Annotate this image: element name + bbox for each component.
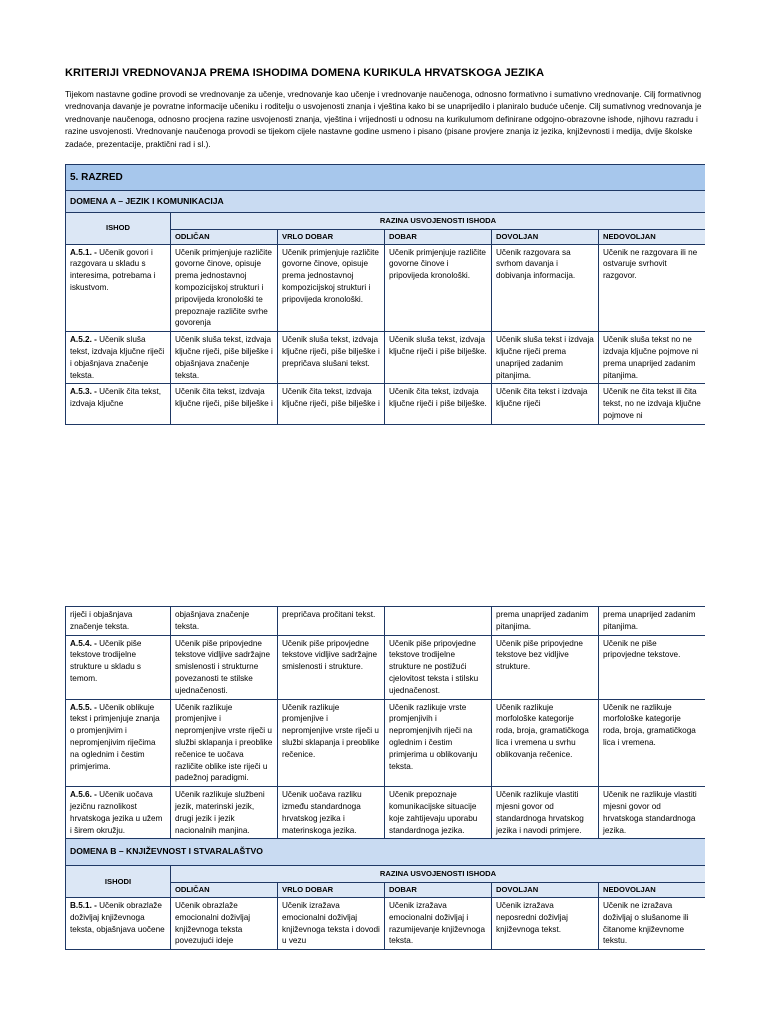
criteria-cell: Učenik izražava neposredni doživljaj književnoga tekst. [492, 897, 599, 949]
criteria-cell: Učenik sluša tekst no ne izdvaja ključne pojmove ni prema unaprijed zadanim pitanjima. [599, 332, 706, 384]
outcome-code: A.5.3. - [70, 387, 97, 397]
outcome-code: A.5.6. - [70, 790, 97, 800]
outcome-text: Učenik govori i razgovara u skladu s interesima, potrebama i iskustvom. [70, 247, 156, 292]
criteria-cell: Učenik čita tekst, izdvaja ključne riječi, piše bilješke i [171, 384, 278, 424]
criteria-cell: Učenik primjenjuje različite govorne činove i pripovijeda kronološki. [385, 244, 492, 332]
criteria-cell: Učenik prepoznaje komunikacijske situacije koje zahtijevaju uporabu standardnoga jezika. [385, 787, 492, 839]
razina-header: RAZINA USVOJENOSTI ISHODA [171, 213, 706, 230]
criteria-cell: Učenik razgovara sa svrhom davanja i dobivanja informacija. [492, 244, 599, 332]
criteria-cell: Učenik izražava emocionalni doživljaj književnoga teksta i dovodi u vezu [278, 897, 385, 949]
criteria-cell: Učenik sluša tekst, izdvaja ključne riječi, piše bilješke i objašnjava značenje teksta. [171, 332, 278, 384]
table-row [66, 607, 706, 636]
outcome-text: Učenik piše tekstove trodijelne strukture u skladu s temom. [70, 638, 142, 683]
criteria-cell: Učenik primjenjuje različite govorne činove, opisuje prema jednostavnoj kompozicijskoj strukturi i pripovijeda kronološki. [278, 244, 385, 332]
level-header-nedovoljan: NEDOVOLJAN [599, 229, 706, 244]
outcome-cell [66, 787, 171, 839]
criteria-table-page-1 [65, 164, 705, 466]
outcome-cell [66, 384, 171, 424]
outcome-text: Učenik čita tekst, izdvaja ključne [70, 387, 162, 409]
criteria-cell: Učenik ne razlikuje morfološke kategorije roda, broja, gramatičkoga lica i vremena. [599, 699, 706, 787]
level-header-odlican: ODLIČAN [171, 229, 278, 244]
criteria-cell: Učenik uočava razliku između standardnoga hrvatskog jezika i materinskoga jezika. [278, 787, 385, 839]
criteria-cell: Učenik razlikuje morfološke kategorije roda, broja, gramatičkoga lica i vremena u svrhu oblikovanja rečenice. [492, 699, 599, 787]
criteria-cell: Učenik ne čita tekst ili čita tekst, no ne izdvaja ključne pojmove ni [599, 384, 706, 424]
level-header-dobar: DOBAR [385, 229, 492, 244]
domain-b-heading: DOMENA B – KNJIŽEVNOST I STVARALAŠTVO [66, 839, 706, 866]
criteria-cell: objašnjava značenje teksta. [171, 607, 278, 636]
criteria-cell: prema unaprijed zadanim pitanjima. [492, 607, 599, 636]
criteria-cell: Učenik izražava emocionalni doživljaj i razumijevanje književnoga teksta. [385, 897, 492, 949]
grade-heading: 5. RAZRED [66, 165, 706, 191]
outcome-cell [66, 897, 171, 949]
outcome-code: B.5.1. - [70, 900, 97, 910]
criteria-cell: Učenik ne razgovara ili ne ostvaruje svrhovit razgovor. [599, 244, 706, 332]
intro-paragraph: Tijekom nastavne godine provodi se vrednovanje za učenje, vrednovanje kao učenje i vrednovanje naučenoga, odnosno formativno i sumativno vrednovanje. Cilj formativnog vrednovanja davanje je povratne informacije učeniku i roditelju o usvojenosti znanja i vještina kako bi se unaprijedilo i planiralo buduće učenje. Cilj sumativnog vrednovanja je vrednovanje naučenoga, odnosno procjena razine usvojenosti znanja, vještina i vrijednosti u odnosu na kurikulumom definirane odgojno-obrazovne ishode, njihovu razradu i razine usvojenosti. Vrednovanje naučenoga provodi se tijekom cijele nastavne godine usmeno i pisano (pisane provjere znanja iz jezika, književnosti i medija, dvije školske zadaće, prezentacije, praktični rad i sl.). [65, 89, 702, 149]
criteria-cell: Učenik razlikuje promjenjive i nepromjenjive vrste riječi u službi sklapanja i preoblike rečenice. [278, 699, 385, 787]
table-row [66, 332, 706, 384]
table-row [66, 897, 706, 949]
criteria-cell: Učenik piše pripovjedne tekstove vidljive sadržajne smislenosti i strukturne povezanosti te stilske ujednačenosti. [171, 635, 278, 699]
table-row [66, 699, 706, 787]
table-row [66, 635, 706, 699]
outcome-cell [66, 635, 171, 699]
outcome-code: A.5.5. - [70, 702, 97, 712]
domain-a-heading: DOMENA A – JEZIK I KOMUNIKACIJA [66, 191, 706, 213]
criteria-cell: Učenik primjenjuje različite govorne činove, opisuje prema jednostavnoj kompozicijskoj strukturi i pripovijeda kronološki te prepoznaje različite svrhe govorenja [171, 244, 278, 332]
criteria-cell: Učenik sluša tekst, izdvaja ključne riječi, piše bilješke i prepričava slušani tekst. [278, 332, 385, 384]
criteria-cell: Učenik piše pripovjedne tekstove bez vidljive strukture. [492, 635, 599, 699]
criteria-cell: Učenik piše pripovjedne tekstove vidljive sadržajne smislenosti i strukture. [278, 635, 385, 699]
outcome-code: A.5.1. - [70, 247, 97, 257]
criteria-cell: Učenik obrazlaže emocionalni doživljaj književnoga teksta povezujući ideje [171, 897, 278, 949]
criteria-cell: Učenik čita tekst, izdvaja ključne riječi i piše bilješke. [385, 384, 492, 424]
table-row [66, 787, 706, 839]
criteria-cell: Učenik piše pripovjedne tekstove trodijelne strukture ne postižući cjelovitost teksta i stilsku ujednačenost. [385, 635, 492, 699]
table-row [66, 244, 706, 332]
criteria-cell: Učenik čita tekst i izdvaja ključne riječi [492, 384, 599, 424]
outcome-cell [66, 332, 171, 384]
outcome-cell [66, 699, 171, 787]
criteria-cell: Učenik sluša tekst, izdvaja ključne riječi i piše bilješke. [385, 332, 492, 384]
outcome-text: Učenik sluša tekst, izdvaja ključne riječi i objašnjava značenje teksta. [70, 335, 165, 380]
criteria-cell: Učenik razlikuje vlastiti mjesni govor od standardnoga hrvatskog jezika i navodi primjere. [492, 787, 599, 839]
outcome-code: A.5.2. - [70, 335, 97, 345]
criteria-cell: prepričava pročitani tekst. [278, 607, 385, 636]
ishod-header: ISHOD [66, 213, 171, 245]
criteria-cell: Učenik sluša tekst i izdvaja ključne riječi prema unaprijed zadanim pitanjima. [492, 332, 599, 384]
table-row [66, 384, 706, 424]
criteria-cell: Učenik čita tekst, izdvaja ključne riječi, piše bilješke i [278, 384, 385, 424]
level-header-nedovoljan: NEDOVOLJAN [599, 883, 706, 898]
level-header-dobar: DOBAR [385, 883, 492, 898]
criteria-cell: Učenik razlikuje vrste promjenjivih i nepromjenjivih riječi na oglednim i čestim primjerima u oblikovanju teksta. [385, 699, 492, 787]
level-header-vrlo-dobar: VRLO DOBAR [278, 229, 385, 244]
outcome-text: Učenik oblikuje tekst i primjenjuje znanja o promjenjivim i nepromjenjivim riječima na oglednim i čestim primjerima. [70, 702, 160, 771]
criteria-cell: prema unaprijed zadanim pitanjima. [599, 607, 706, 636]
ishodi-header: ISHODI [66, 866, 171, 898]
outcome-cell: riječi i objašnjava značenje teksta. [66, 607, 171, 636]
criteria-cell [385, 607, 492, 636]
document-title: KRITERIJI VREDNOVANJA PREMA ISHODIMA DOMENA KURIKULA HRVATSKOGA JEZIKA [65, 67, 545, 79]
level-header-dovoljan: DOVOLJAN [492, 883, 599, 898]
outcome-cell [66, 244, 171, 332]
criteria-cell: Učenik ne izražava doživljaj o slušanome ili čitanome književnome tekstu. [599, 897, 706, 949]
level-header-odlican: ODLIČAN [171, 883, 278, 898]
criteria-cell: Učenik razlikuje službeni jezik, materinski jezik, drugi jezik i jezik nacionalnih manjina. [171, 787, 278, 839]
level-header-vrlo-dobar: VRLO DOBAR [278, 883, 385, 898]
criteria-cell: Učenik ne razlikuje vlastiti mjesni govor od hrvatskoga standardnoga jezika. [599, 787, 706, 839]
criteria-table-page-2 [65, 606, 705, 1026]
razina-header: RAZINA USVOJENOSTI ISHODA [171, 866, 706, 883]
level-header-dovoljan: DOVOLJAN [492, 229, 599, 244]
criteria-cell: Učenik ne piše pripovjedne tekstove. [599, 635, 706, 699]
outcome-code: A.5.4. - [70, 638, 97, 648]
outcome-text: Učenik uočava jezičnu raznolikost hrvatskoga jezika u užem i širem okružju. [70, 790, 163, 835]
criteria-cell: Učenik razlikuje promjenjive i nepromjenjive vrste riječi u službi sklapanja i preoblike rečenice te uočava različite oblike iste riječi u padežnoj paradigmi. [171, 699, 278, 787]
outcome-text: Učenik obrazlaže doživljaj književnoga teksta, objašnjava uočene [70, 900, 165, 934]
